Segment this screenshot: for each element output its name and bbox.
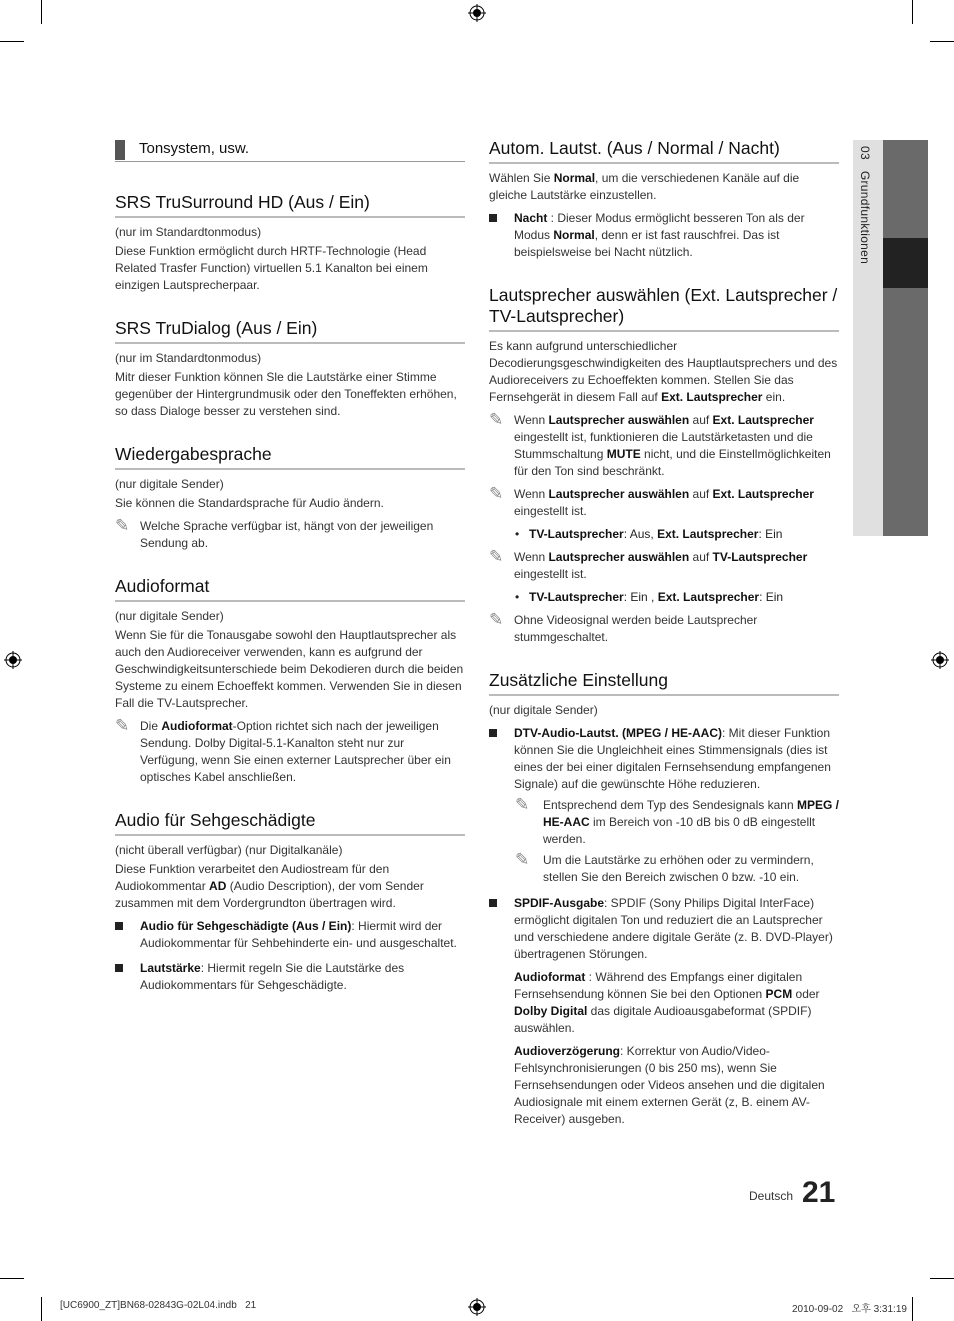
square-bullet-icon <box>489 899 497 907</box>
note: ✎ Wenn Lautsprecher auswählen auf TV-Lautsprecher eingestellt ist. <box>489 547 808 581</box>
registration-mark-icon <box>468 4 486 22</box>
section-sehgeschaedigte <box>115 810 465 994</box>
crop-mark <box>0 1278 24 1279</box>
note: ✎ Ohne Videosignal werden beide Lautsprecher stummgeschaltet. <box>489 610 758 644</box>
square-bullet-icon <box>115 964 123 972</box>
section-title: SRS TruDialog (Aus / Ein) <box>115 318 465 344</box>
sub-note: ✎ Entsprechend dem Typ des Sendesignals kann MPEG / HE-AAC im Bereich von -10 dB bis 0 dB eingestellt werden. <box>515 795 839 846</box>
indented-paragraph: Audioformat : Während des Empfangs einer digitalen Fernsehsendung können Sie bei den Optionen PCM oder Dolby Digital das digitale Audioausgabeformat (SPDIF) auswählen. <box>514 970 820 1035</box>
print-file-info: [UC6900_ZT]BN68-02843G-02L04.indb 21 <box>60 1300 257 1311</box>
note: ✎ Welche Sprache verfügbar ist, hängt von der jeweiligen Sendung ab. <box>115 516 434 550</box>
section-title: SRS TruSurround HD (Aus / Ein) <box>115 192 465 218</box>
square-bullet-icon <box>115 922 123 930</box>
availability: (nur digitale Sender) <box>115 477 224 491</box>
availability: (nur im Standardtonmodus) <box>115 225 262 239</box>
chapter-tab-dark <box>883 140 928 536</box>
section-title: Wiedergabesprache <box>115 444 465 470</box>
sub-note: ✎ Um die Lautstärke zu erhöhen oder zu vermindern, stellen Sie den Bereich zwischen 0 bzw. -10 ein. <box>515 850 814 884</box>
section-tab: Tonsystem, usw. <box>115 138 465 162</box>
chapter-label: 03 Grundfunktionen <box>858 146 872 265</box>
pencil-note-icon: ✎ <box>489 610 504 629</box>
section-title: Autom. Lautst. (Aus / Normal / Nacht) <box>489 138 839 164</box>
square-bullet-icon <box>489 729 497 737</box>
left-column <box>115 138 465 994</box>
paragraph: Sie können die Standardsprache für Audio ändern. <box>115 496 384 510</box>
dot-item: • TV-Lautsprecher: Ein , Ext. Lautsprecher: Ein <box>515 590 784 604</box>
crop-mark <box>912 0 913 24</box>
section-audioformat <box>115 576 465 786</box>
pencil-note-icon: ✎ <box>489 410 504 429</box>
crop-mark <box>41 0 42 24</box>
pencil-note-icon: ✎ <box>115 516 130 535</box>
bullet-item: Nacht : Dieser Modus ermöglicht besseren Ton als der Modus Normal, denn er ist fast rauschfrei. Das ist beispielsweise bei Nacht nützlich. <box>489 210 839 261</box>
pencil-note-icon: ✎ <box>489 484 504 503</box>
crop-mark <box>41 1297 42 1321</box>
section-title: Audioformat <box>115 576 465 602</box>
registration-mark-icon <box>931 651 949 669</box>
section-wiedergabesprache <box>115 444 465 552</box>
crop-mark <box>0 41 24 42</box>
section-srs-trudialog <box>115 318 465 420</box>
paragraph: Diese Funktion ermöglicht durch HRTF-Technologie (Head Related Trasfer Function) virtuellen 5.1 Kanalton bei einem einzigen Lautsprecherpaar. <box>115 244 428 292</box>
bullet-dot-icon: • <box>515 590 520 604</box>
section-lautsprecher <box>489 285 839 646</box>
section-title: Lautsprecher auswählen (Ext. Lautsprecher / TV-Lautsprecher) <box>489 285 839 332</box>
print-date: 2010-09-02 오후 3:31:19 <box>792 1304 907 1315</box>
registration-mark-icon <box>468 1298 486 1316</box>
note: ✎ Wenn Lautsprecher auswählen auf Ext. Lautsprecher eingestellt ist. <box>489 484 814 518</box>
section-autom-lautst <box>489 138 839 261</box>
chapter-marker <box>883 238 928 288</box>
paragraph: Wählen Sie Normal, um die verschiedenen Kanäle auf die gleiche Lautstärke einzustellen. <box>489 171 800 202</box>
section-title: Audio für Sehgeschädigte <box>115 810 465 836</box>
paragraph: Es kann aufgrund unterschiedlicher Decodierungsgeschwindigkeiten des Hauptlautsprechers und des Audioreceivers zu Echoeffekten kommen. Stellen Sie das Fernsehgerät in diesem Fall auf Ext. Lautsprecher ein. <box>489 339 838 404</box>
availability: (nicht überall verfügbar) (nur Digitalkanäle) <box>115 843 343 857</box>
footer-language: Deutsch <box>749 1189 794 1203</box>
availability: (nur digitale Sender) <box>489 703 598 717</box>
page-number: 21 <box>802 1176 836 1209</box>
availability: (nur digitale Sender) <box>115 609 224 623</box>
dot-item: • TV-Lautsprecher: Aus, Ext. Lautsprecher: Ein <box>515 527 783 541</box>
indented-paragraph: Audioverzögerung: Korrektur von Audio/Video-Fehlsynchronisierungen (0 bis 250 ms), wenn Sie Fernsehsendungen oder Videos ansehen und die digitalen Audiosignale mit einem externen Gerät (z, B. einem AV-Receiver) ausgeben. <box>514 1044 825 1126</box>
square-bullet-icon <box>489 214 497 222</box>
section-title: Zusätzliche Einstellung <box>489 670 839 696</box>
crop-mark <box>912 1297 913 1321</box>
pencil-note-icon: ✎ <box>515 795 530 814</box>
bullet-item: DTV-Audio-Lautst. (MPEG / HE-AAC): Mit dieser Funktion können Sie die Ungleichheit eines Stimmensignals (dies ist eines der bei einer digitalen Fernsehsendung empfangenen Signale) auf die gewünschte Höhe reduzieren. <box>489 725 839 793</box>
pencil-note-icon: ✎ <box>489 547 504 566</box>
section-srs-trusurround <box>115 192 465 294</box>
crop-mark <box>930 1278 954 1279</box>
bullet-item: Audio für Sehgeschädigte (Aus / Ein): Hiermit wird der Audiokommentar für Sehbehinderte ein- und ausgeschaltet. <box>115 918 465 952</box>
paragraph: Wenn Sie für die Tonausgabe sowohl den Hauptlautsprecher als auch den Audioreceiver verwenden, kann es aufgrund der Geschwindigkeitsunterschiede beim Dekodieren durch die beiden Systeme zu einem Echoeffekt kommen. Verwenden Sie in diesen Fall die TV-Lautsprecher. <box>115 628 464 710</box>
paragraph: Diese Funktion verarbeitet den Audiostream für den Audiokommentar AD (Audio Description), der vom Sender zusammen mit dem Vordergrundton übertragen wird. <box>115 862 424 910</box>
paragraph: Mitr dieser Funktion können Sle die Lautstärke einer Stimme gegenüber der Hintergrundmusik oder den Toneffekten erhöhen, so dass Dialoge besser zu verstehen sind. <box>115 370 457 418</box>
section-zusaetzliche-einstellung <box>489 670 839 1128</box>
pencil-note-icon: ✎ <box>115 716 130 735</box>
bullet-item: Lautstärke: Hiermit regeln Sie die Lautstärke des Audiokommentars für Sehgeschädigte. <box>115 960 465 994</box>
registration-mark-icon <box>4 651 22 669</box>
pencil-note-icon: ✎ <box>515 850 530 869</box>
note: ✎ Die Audioformat-Option richtet sich nach der jeweiligen Sendung. Dolby Digital-5.1-Kanalton steht nur zur Verfügung, wenn Sie einen externer Lautsprecher über ein optisches Kabel anschließen. <box>115 716 451 784</box>
bullet-dot-icon: • <box>515 527 520 541</box>
note: ✎ Wenn Lautsprecher auswählen auf Ext. Lautsprecher eingestellt ist, funktionieren die Lautstärketasten und die Stummschaltung MUTE nicht, und die Einstellmöglichkeiten für den Ton sind beschränkt. <box>489 410 831 478</box>
crop-mark <box>930 41 954 42</box>
bullet-item: SPDIF-Ausgabe: SPDIF (Sony Philips Digital InterFace) ermöglicht digitalen Ton und reduziert die an Lautsprecher und verschiedene andere digitale Geräte (z. B. DVD-Player) übertragenen Störungen. <box>489 895 839 963</box>
right-column <box>489 138 839 1128</box>
availability: (nur im Standardtonmodus) <box>115 351 262 365</box>
